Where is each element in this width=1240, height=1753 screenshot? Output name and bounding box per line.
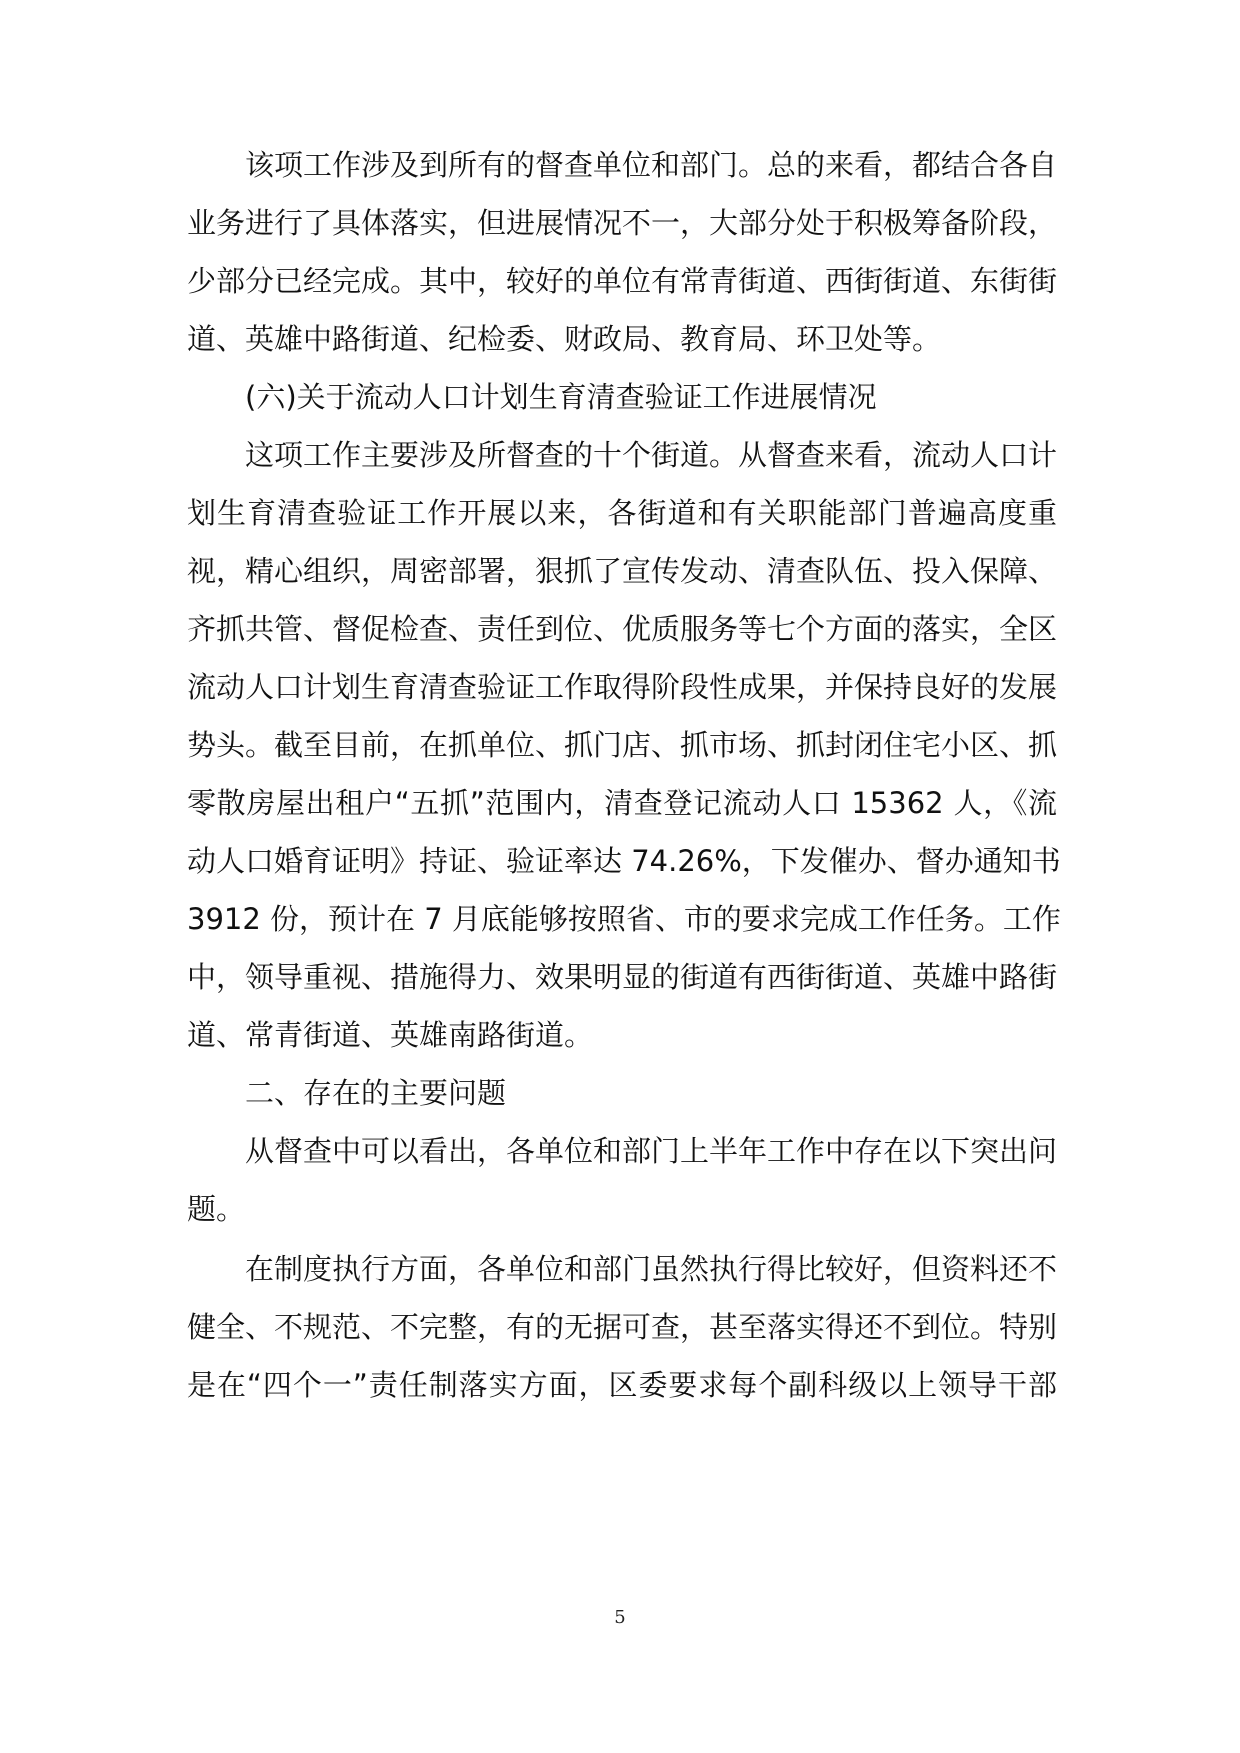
text-line: 3912 份，预计在 7 月底能够按照省、市的要求完成工作任务。工作 — [187, 902, 1061, 936]
text-line: 从督查中可以看出，各单位和部门上半年工作中存在以下突出问 — [245, 1134, 1058, 1168]
text-line: 视，精心组织，周密部署，狠抓了宣传发动、清查队伍、投入保障、 — [187, 554, 1058, 588]
text-line: 少部分已经完成。其中，较好的单位有常青街道、西街街道、东街街 — [187, 264, 1058, 298]
text-line: 这项工作主要涉及所督查的十个街道。从督查来看，流动人口计 — [245, 438, 1058, 472]
text-line: 道、英雄中路街道、纪检委、财政局、教育局、环卫处等。 — [187, 322, 942, 356]
text-line: 业务进行了具体落实，但进展情况不一，大部分处于积极筹备阶段， — [187, 206, 1058, 240]
text-line: 该项工作涉及到所有的督查单位和部门。总的来看，都结合各自 — [245, 148, 1058, 182]
text-line: 势头。截至目前，在抓单位、抓门店、抓市场、抓封闭住宅小区、抓 — [187, 728, 1058, 762]
text-line: 题。 — [187, 1192, 246, 1226]
text-line: 道、常青街道、英雄南路街道。 — [187, 1018, 594, 1052]
text-line: 齐抓共管、督促检查、责任到位、优质服务等七个方面的落实，全区 — [187, 612, 1058, 646]
text-line: 动人口婚育证明》持证、验证率达 74.26%，下发催办、督办通知书 — [187, 844, 1061, 878]
text-line: 零散房屋出租户“五抓”范围内，清查登记流动人口 15362 人，《流 — [187, 786, 1057, 820]
page-number: 5 — [614, 1607, 626, 1628]
section-heading: (六)关于流动人口计划生育清查验证工作进展情况 — [245, 380, 877, 414]
text-line: 在制度执行方面，各单位和部门虽然执行得比较好，但资料还不 — [245, 1252, 1058, 1286]
text-line: 中，领导重视、措施得力、效果明显的街道有西街街道、英雄中路街 — [187, 960, 1058, 994]
text-line: 是在“四个一”责任制落实方面，区委要求每个副科级以上领导干部 — [187, 1368, 1057, 1402]
section-heading: 二、存在的主要问题 — [245, 1076, 507, 1110]
text-line: 划生育清查验证工作开展以来，各街道和有关职能部门普遍高度重 — [187, 496, 1057, 530]
text-line: 健全、不规范、不完整，有的无据可查，甚至落实得还不到位。特别 — [187, 1310, 1058, 1344]
text-line: 流动人口计划生育清查验证工作取得阶段性成果，并保持良好的发展 — [187, 670, 1058, 704]
